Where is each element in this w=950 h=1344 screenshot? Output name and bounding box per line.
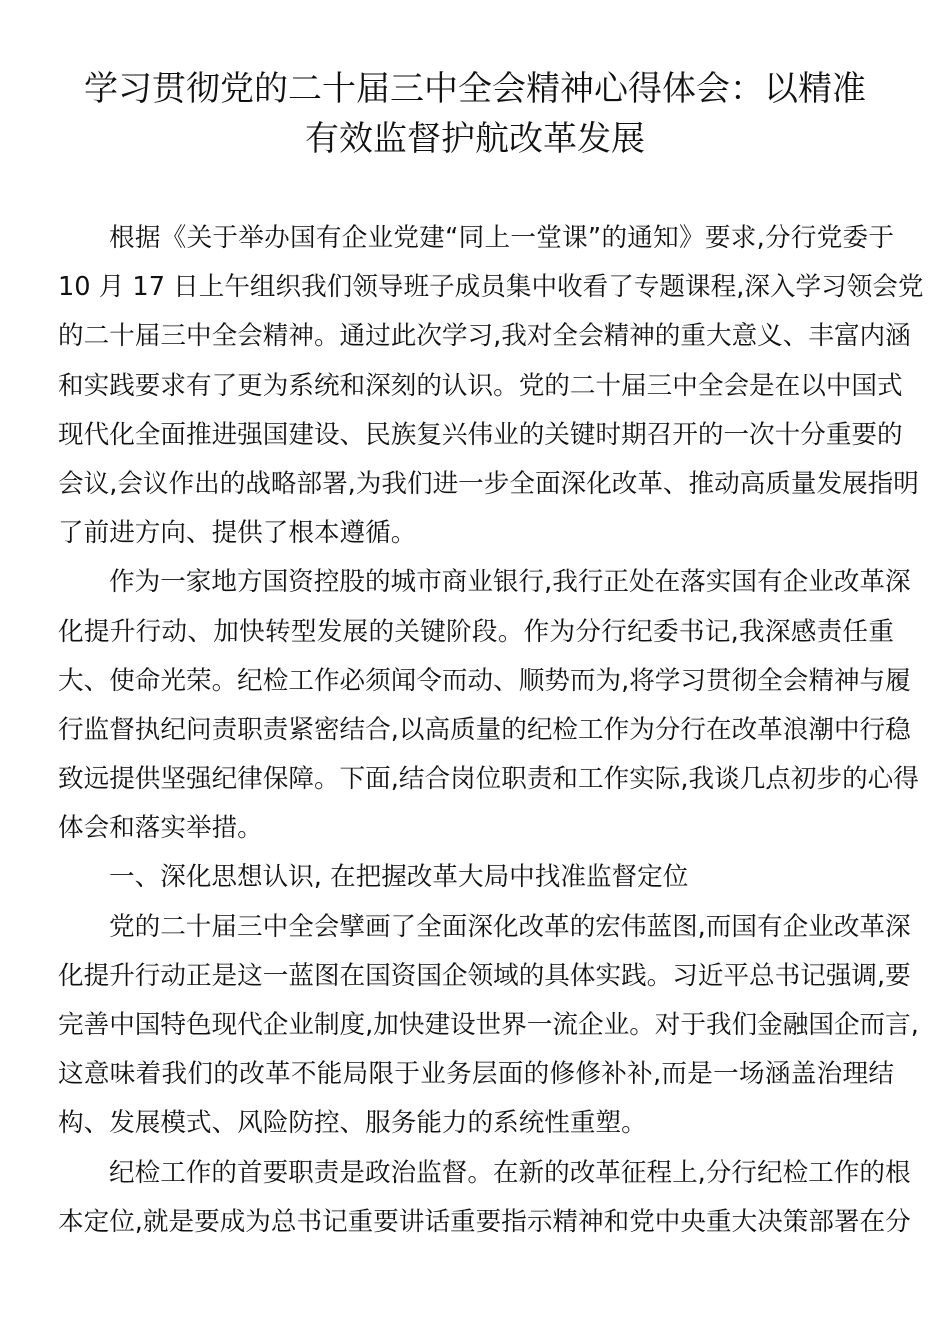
text-line: 党的二十届三中全会擘画了全面深化改革的宏伟蓝图,而国有企业改革深 (109, 911, 911, 942)
text-line: 纪检工作的首要职责是政治监督。在新的改革征程上,分行纪检工作的根 (109, 1157, 911, 1188)
text-line: 致远提供坚强纪律保障。下面,结合岗位职责和工作实际,我谈几点初步的心得 (58, 764, 919, 795)
text-line: 了前进方向、提供了根本遵循。 (58, 518, 417, 549)
text-line: 的二十届三中全会精神。通过此次学习,我对全会精神的重大意义、丰富内涵 (58, 321, 911, 352)
text-line: 完善中国特色现代企业制度,加快建设世界一流企业。对于我们金融国企而言, (58, 1010, 919, 1040)
title-line-1: 学习贯彻党的二十届三中全会精神心得体会：以精准 (84, 69, 866, 109)
text-line: 和实践要求有了更为系统和深刻的认识。党的二十届三中全会是在以中国式 (58, 370, 903, 401)
text-line: 大、使命光荣。纪检工作必须闻令而动、顺势而为,将学习贯彻全会精神与履 (58, 665, 911, 696)
text-line: 会议,会议作出的战略部署,为我们进一步全面深化改革、推动高质量发展指明 (58, 468, 919, 499)
paragraph-2 (58, 558, 919, 853)
text-line: 作为一家地方国资控股的城市商业银行,我行正处在落实国有企业改革深 (109, 567, 911, 598)
document-title (40, 64, 910, 164)
paragraph-4 (58, 1149, 911, 1247)
text-line: 行监督执纪问责职责紧密结合,以高质量的纪检工作为分行在改革浪潮中行稳 (58, 714, 911, 745)
text-line: 化提升行动正是这一蓝图在国资国企领域的具体实践。习近平总书记强调,要 (58, 960, 911, 991)
text-line: 现代化全面推进强国建设、民族复兴伟业的关键时期召开的一次十分重要的 (58, 419, 903, 450)
title-line-2: 有效监督护航改革发展 (305, 119, 645, 159)
document-body (58, 214, 924, 1247)
text-line: 根据《关于举办国有企业党建“同上一堂课”的通知》要求,分行党委于 (109, 223, 894, 253)
text-line: 10 月 17 日上午组织我们领导班子成员集中收看了专题课程,深入学习领会党 (58, 272, 924, 303)
text-line: 本定位,就是要成为总书记重要讲话重要指示精神和党中央重大决策部署在分 (58, 1206, 911, 1237)
paragraph-1 (58, 214, 924, 558)
text-line: 化提升行动、加快转型发展的关键阶段。作为分行纪委书记,我深感责任重 (58, 616, 894, 647)
text-line: 体会和落实举措。 (58, 813, 263, 844)
text-line: 这意味着我们的改革不能局限于业务层面的修修补补,而是一场涵盖治理结 (58, 1059, 894, 1090)
paragraph-3 (58, 903, 919, 1149)
section-heading-1: 一、深化思想认识, 在把握改革大局中找准监督定位 (109, 862, 689, 893)
text-line: 构、发展模式、风险防控、服务能力的系统性重塑。 (58, 1108, 647, 1139)
